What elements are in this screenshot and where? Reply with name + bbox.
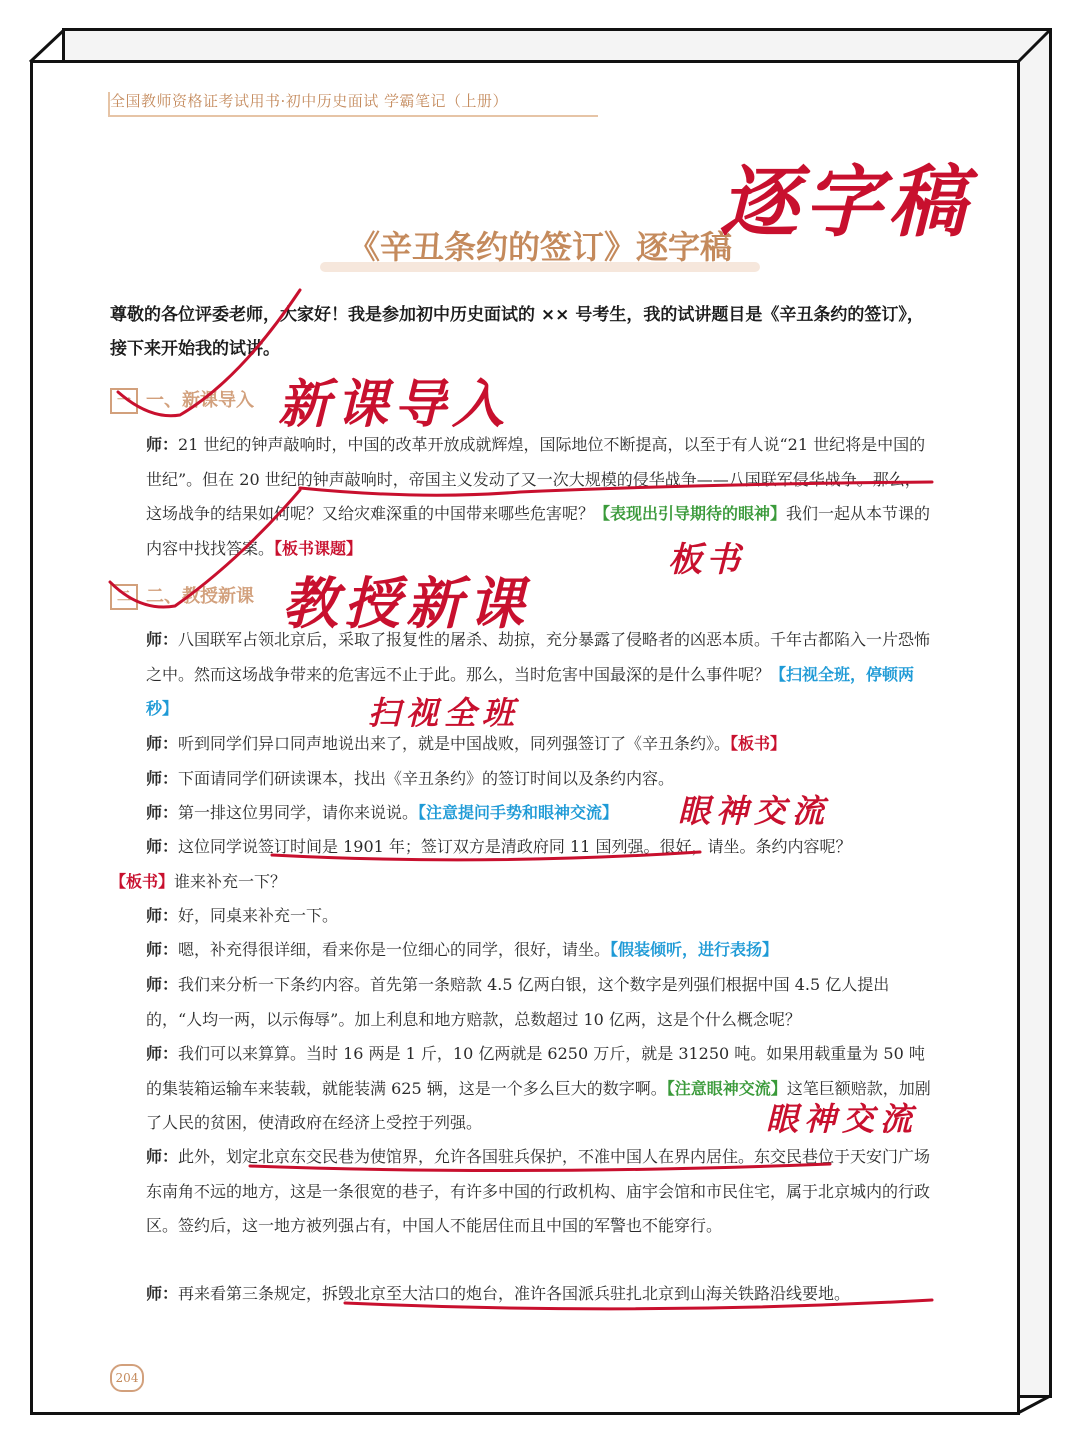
teacher-label: 师： bbox=[146, 975, 179, 994]
paragraph-2 bbox=[146, 623, 936, 727]
paragraph-text: 谁来补充一下？ bbox=[174, 871, 287, 891]
paragraph-12 bbox=[146, 1277, 936, 1312]
stage-note: 【注意提问手势和眼神交流】 bbox=[418, 803, 619, 822]
stage-note: 【扫视全班，停顿两秒】 bbox=[146, 664, 915, 718]
series-header: 全国教师资格证考试用书·初中历史面试 学霸笔记（上册） bbox=[110, 92, 509, 110]
paragraph-text: 再来看第三条规定，拆毁北京至大沽口的炮台，准许各国派兵驻扎北京到山海关铁路沿线要地。 bbox=[178, 1284, 851, 1303]
section-heading-intro bbox=[110, 386, 254, 414]
teacher-label: 师： bbox=[146, 1044, 179, 1063]
handwritten-eye-contact-2: 眼神交流 bbox=[766, 1100, 919, 1138]
teacher-label: 师： bbox=[146, 630, 179, 649]
handwritten-scan: 扫视全班 bbox=[368, 694, 521, 732]
paragraph-6 bbox=[110, 830, 936, 899]
teacher-label: 师： bbox=[146, 940, 179, 959]
header-divider bbox=[108, 115, 598, 117]
teacher-label: 师： bbox=[146, 906, 179, 925]
paragraph-text: 这位同学说签订时间是 1901 年；签订双方是清政府同 11 国列强。很好，请坐。条约内容呢？ bbox=[178, 837, 852, 856]
paragraph-1 bbox=[146, 428, 936, 566]
page-title: 《辛丑条约的签订》逐字稿 bbox=[347, 228, 732, 266]
paragraph-text: 嗯，补充得很详细，看来你是一位细心的同学，很好，请坐。 bbox=[178, 940, 611, 959]
paragraph-11 bbox=[146, 1140, 936, 1244]
handwritten-title: 逐字稿 bbox=[720, 158, 973, 248]
paragraph-3 bbox=[146, 727, 936, 762]
section-title: 一、新课导入 bbox=[146, 390, 254, 411]
paragraph-text: 21 世纪的钟声敲响时，中国的改革开放成就辉煌，国际地位不断提高，以至于有人说“21 世纪将是中国的世纪”。但在 20 世纪的钟声敲响时，帝国主义发动了又一次大规模的侵华战争——八国联军侵华战争。那么，这场战争的结果如何呢？又给灾难深重的中国带来哪些危害呢？ bbox=[146, 435, 926, 523]
stage-note: 【假装倾听，进行表扬】 bbox=[610, 940, 779, 959]
handwritten-board: 板书 bbox=[668, 540, 744, 580]
paragraph-text: 我们可以来算算。当时 16 两是 1 斤，10 亿两就是 6250 万斤，就是 31250 吨。如果用载重量为 50 吨的集装箱运输车来装载，就能装满 625 辆，这是一个多么巨大的数字啊。 bbox=[146, 1044, 925, 1098]
stage-note: 【表现出引导期待的眼神】 bbox=[594, 504, 787, 523]
paragraph-text: 第一排这位男同学，请你来说说。 bbox=[178, 803, 419, 822]
paragraph-text: 我们来分析一下条约内容。首先第一条赔款 4.5 亿两白银，这个数字是列强们根据中国 4.5 亿人提出的，“人均一两，以示侮辱”。加上利息和地方赔款，总数超过 10 亿两，这是个什么概念呢？ bbox=[146, 975, 890, 1029]
handwritten-section-intro: 新课导入 bbox=[278, 375, 511, 435]
teacher-label: 师： bbox=[146, 1284, 179, 1303]
paragraph-text: 好，同桌来补充一下。 bbox=[178, 906, 339, 925]
section-number-box: 一 bbox=[110, 388, 138, 414]
handwritten-section-teach: 教授新课 bbox=[282, 572, 530, 637]
paragraph-text: 八国联军占领北京后，采取了报复性的屠杀、劫掠，充分暴露了侵略者的凶恶本质。千年古都陷入一片恐怖之中。然而这场战争带来的危害远不止于此。那么，当时危害中国最深的是什么事件呢？ bbox=[146, 630, 931, 684]
teacher-label: 师： bbox=[146, 803, 179, 822]
page-number: 204 bbox=[110, 1364, 144, 1392]
paragraph-9 bbox=[146, 968, 936, 1037]
section-number-box: 二 bbox=[110, 584, 138, 610]
stage-note: 【注意眼神交流】 bbox=[666, 1078, 787, 1098]
teacher-label: 师： bbox=[146, 734, 179, 753]
paragraph-text: 听到同学们异口同声地说出来了，就是中国战败，同列强签订了《辛丑条约》。 bbox=[178, 734, 731, 753]
handwritten-eye-contact-1: 眼神交流 bbox=[678, 792, 831, 830]
paragraph-text: 下面请同学们研读课本，找出《辛丑条约》的签订时间以及条约内容。 bbox=[178, 769, 675, 788]
stage-note: 【板书课题】 bbox=[274, 538, 363, 558]
paragraph-text: 此外，划定北京东交民巷为使馆界，允许各国驻兵保护，不准中国人在界内居住。东交民巷位于天安门广场东南角不远的地方，这是一条很宽的巷子，有许多中国的行政机构、庙宇会馆和市民住宅，属于北京城内的行政区。签约后，这一地方被列强占有，中国人不能居住而且中国的军警也不能穿行。 bbox=[146, 1147, 931, 1235]
teacher-label: 师： bbox=[146, 1147, 179, 1166]
teacher-label: 师： bbox=[146, 435, 179, 454]
stage-note: 【板书】 bbox=[110, 871, 175, 891]
paragraph-7 bbox=[146, 899, 936, 934]
teacher-label: 师： bbox=[146, 837, 179, 856]
stage-note: 【板书】 bbox=[730, 734, 787, 753]
teacher-label: 师： bbox=[146, 769, 179, 788]
paragraph-text: 我们一起从本节课的内容中找找答案。 bbox=[146, 504, 931, 558]
paragraph-8 bbox=[146, 933, 936, 968]
section-heading-teach bbox=[110, 582, 254, 610]
paragraph-text: 这笔巨额赔款，加剧了人民的贫困，使清政府在经济上受控于列强。 bbox=[146, 1078, 931, 1132]
intro-paragraph: 尊敬的各位评委老师，大家好！我是参加初中历史面试的 ×× 号考生，我的试讲题目是《辛丑条约的签订》，接下来开始我的试讲。 bbox=[110, 305, 924, 359]
section-title: 二、教授新课 bbox=[146, 586, 254, 607]
